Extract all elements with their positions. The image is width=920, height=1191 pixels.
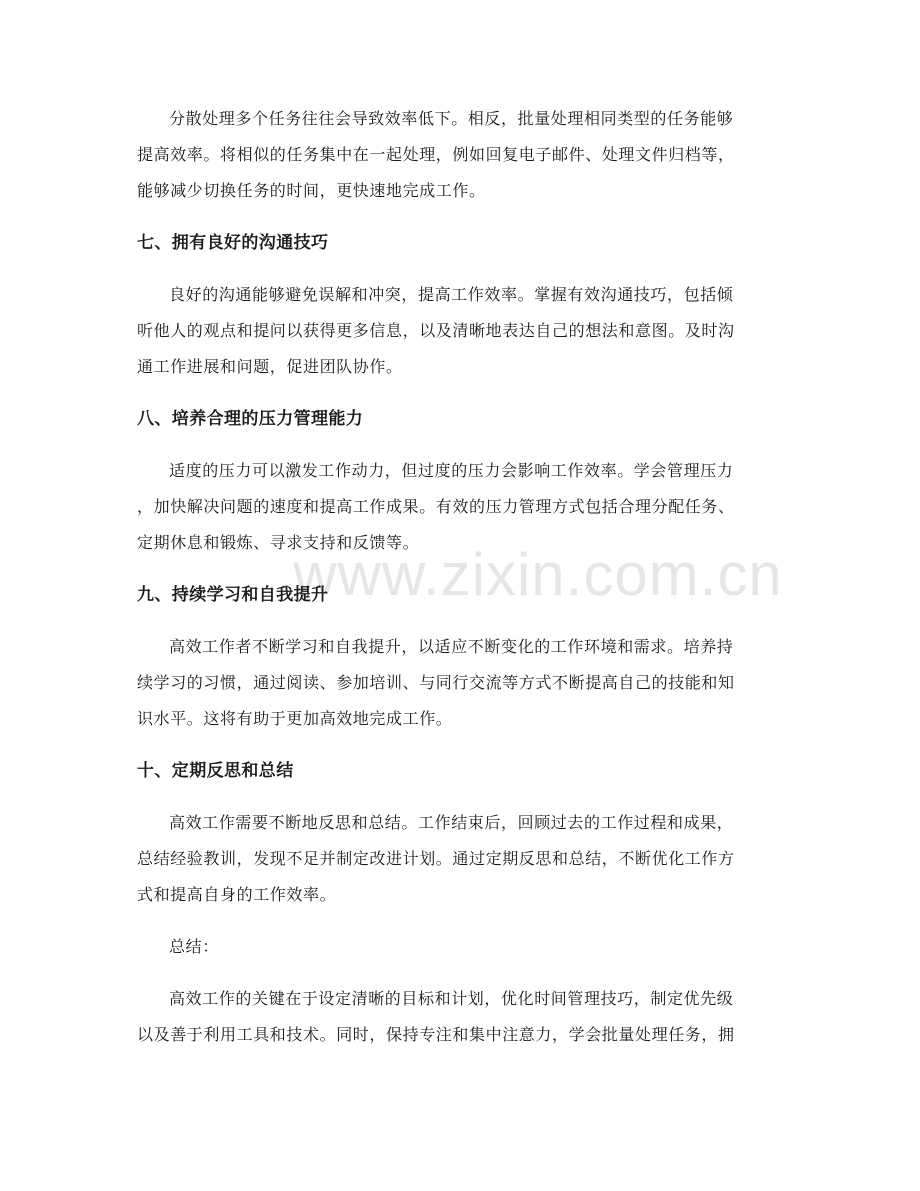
- paragraph-line: 适度的压力可以激发工作动力，但过度的压力会影响工作效率。学会管理压力: [169, 461, 734, 480]
- paragraph-line: 听他人的观点和提问以获得更多信息，以及清晰地表达自己的想法和意图。及时沟: [137, 321, 735, 340]
- section-heading-8: 八、培养合理的压力管理能力: [137, 409, 364, 429]
- paragraph-line: 分散处理多个任务往往会导致效率低下。相反，批量处理相同类型的任务能够: [169, 109, 734, 128]
- paragraph-line: 良好的沟通能够避免误解和冲突，提高工作效率。掌握有效沟通技巧，包括倾: [169, 285, 734, 304]
- intro-paragraph: [137, 101, 785, 209]
- paragraph-line: 定期休息和锻炼、寻求支持和反馈等。: [137, 533, 420, 552]
- paragraph-line: 续学习的习惯，通过阅读、参加培训、与同行交流等方式不断提高自己的技能和知: [137, 673, 735, 692]
- summary-paragraph: [137, 981, 785, 1053]
- section-heading-9: 九、持续学习和自我提升: [137, 585, 329, 605]
- paragraph-line: 总结经验教训，发现不足并制定改进计划。通过定期反思和总结，不断优化工作方: [137, 849, 735, 868]
- section-heading-7: 七、拥有良好的沟通技巧: [137, 233, 329, 253]
- paragraph-line: 高效工作需要不断地反思和总结。工作结束后，回顾过去的工作过程和成果，: [169, 813, 734, 832]
- section-paragraph-10: [137, 805, 785, 913]
- paragraph-line: 提高效率。将相似的任务集中在一起处理，例如回复电子邮件、处理文件归档等，: [137, 145, 735, 164]
- section-heading-10: 十、定期反思和总结: [137, 761, 294, 781]
- paragraph-line: 高效工作的关键在于设定清晰的目标和计划，优化时间管理技巧，制定优先级: [169, 989, 734, 1008]
- paragraph-line: 能够减少切换任务的时间，更快速地完成工作。: [137, 181, 486, 200]
- watermark: www.zixin.com.cn: [293, 541, 783, 608]
- paragraph-line: 以及善于利用工具和技术。同时，保持专注和集中注意力，学会批量处理任务，拥: [137, 1025, 735, 1044]
- paragraph-line: 通工作进展和问题，促进团队协作。: [137, 357, 403, 376]
- paragraph-line: ，加快解决问题的速度和提高工作成果。有效的压力管理方式包括合理分配任务、: [137, 497, 735, 516]
- paragraph-line: 高效工作者不断学习和自我提升，以适应不断变化的工作环境和需求。培养持: [169, 637, 734, 656]
- paragraph-line: 识水平。这将有助于更加高效地完成工作。: [137, 709, 453, 728]
- document-content: [137, 101, 785, 1053]
- summary-label: 总结：: [169, 937, 219, 956]
- section-paragraph-8: [137, 453, 785, 561]
- section-paragraph-7: [137, 277, 785, 385]
- section-paragraph-9: [137, 629, 785, 737]
- paragraph-line: 式和提高自身的工作效率。: [137, 885, 337, 904]
